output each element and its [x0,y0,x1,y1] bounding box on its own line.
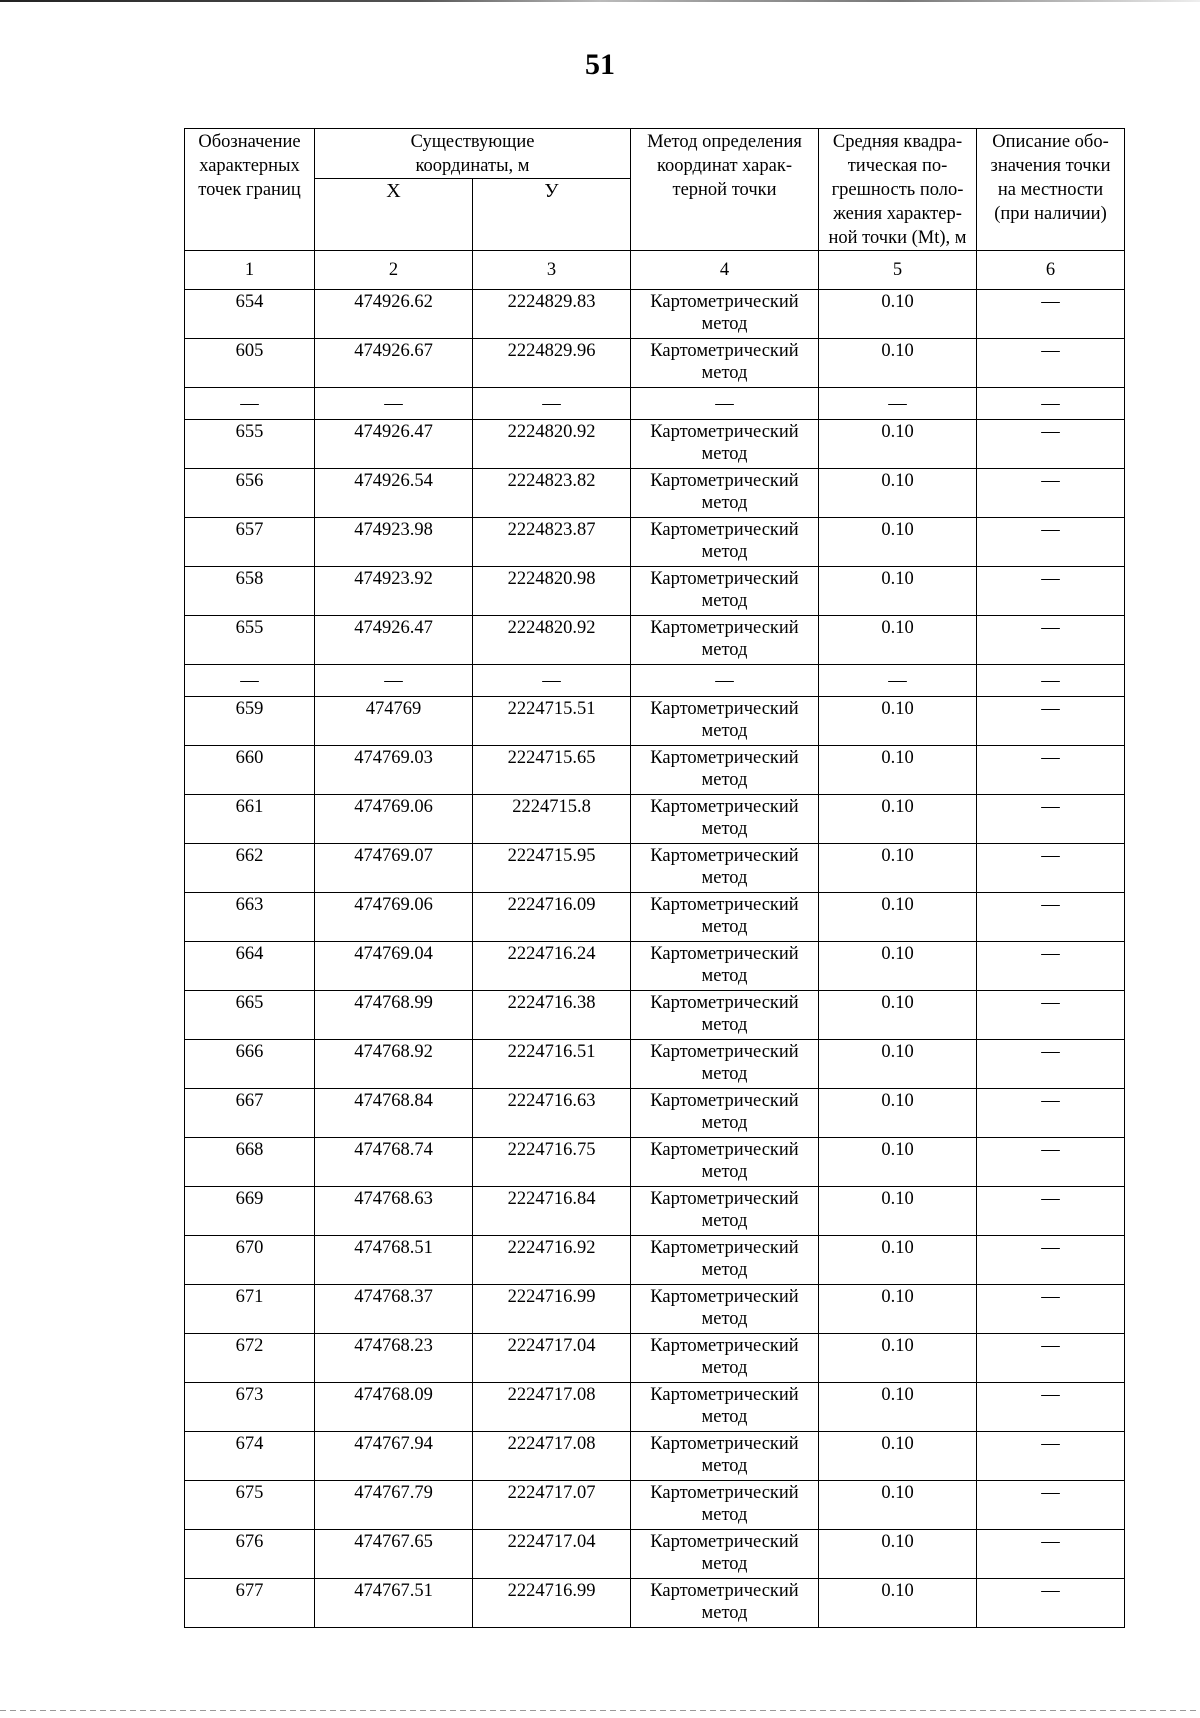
cell-mt: 0.10 [819,746,977,795]
table-header-row [185,129,1125,179]
header-method [631,129,819,251]
column-number: 4 [631,251,819,290]
cell-x: 474768.23 [315,1334,473,1383]
cell-mt: 0.10 [819,518,977,567]
cell-point: 673 [185,1383,315,1432]
table-row [185,1334,1125,1383]
cell-y: 2224716.84 [473,1187,631,1236]
cell-description: — [977,991,1125,1040]
table-row [185,1432,1125,1481]
cell-method: Картометрический метод [631,567,819,616]
cell-method: Картометрический метод [631,844,819,893]
cell-y: 2224715.8 [473,795,631,844]
cell-x: — [315,665,473,697]
cell-y: 2224716.63 [473,1089,631,1138]
cell-mt: 0.10 [819,420,977,469]
table-row [185,844,1125,893]
header-line: координаты, м [415,156,530,176]
cell-mt: 0.10 [819,697,977,746]
cell-mt: 0.10 [819,1040,977,1089]
cell-description: — [977,1383,1125,1432]
cell-mt: 0.10 [819,1334,977,1383]
cell-point: 665 [185,991,315,1040]
cell-description: — [977,1432,1125,1481]
cell-y: — [473,665,631,697]
cell-mt: 0.10 [819,942,977,991]
header-point-designation [185,129,315,251]
header-line: грешность поло- [831,180,964,200]
cell-point: 655 [185,616,315,665]
cell-y: 2224716.38 [473,991,631,1040]
header-line: Метод определения [647,132,802,152]
table-body [185,290,1125,1628]
header-x: X [315,179,473,251]
column-numbers-row [185,251,1125,290]
boundary-points-table [184,128,1125,1628]
header-line: (при наличии) [994,204,1107,224]
table-row [185,420,1125,469]
cell-y: 2224823.82 [473,469,631,518]
cell-y: 2224717.04 [473,1530,631,1579]
cell-description: — [977,388,1125,420]
cell-point: 655 [185,420,315,469]
cell-point: 660 [185,746,315,795]
cell-description: — [977,942,1125,991]
header-line: значения точки [990,156,1111,176]
cell-method: Картометрический метод [631,746,819,795]
cell-method: Картометрический метод [631,469,819,518]
cell-x: 474769.03 [315,746,473,795]
cell-method: Картометрический метод [631,1579,819,1628]
cell-description: — [977,1040,1125,1089]
table-row [185,567,1125,616]
cell-x: 474926.47 [315,420,473,469]
cell-y: 2224716.75 [473,1138,631,1187]
cell-point: 670 [185,1236,315,1285]
header-line: Существующие [410,132,535,152]
cell-y: 2224820.98 [473,567,631,616]
cell-method: Картометрический метод [631,290,819,339]
cell-description: — [977,1138,1125,1187]
header-line: Обозначение [198,132,301,152]
cell-method: Картометрический метод [631,1285,819,1334]
cell-x: 474767.51 [315,1579,473,1628]
cell-x: 474926.47 [315,616,473,665]
cell-mt: 0.10 [819,1138,977,1187]
column-number: 5 [819,251,977,290]
cell-mt: 0.10 [819,1285,977,1334]
table-row [185,518,1125,567]
cell-mt: 0.10 [819,893,977,942]
header-existing-coordinates [315,129,631,179]
cell-point: 662 [185,844,315,893]
header-line: жения характер- [833,204,962,224]
cell-mt: 0.10 [819,1432,977,1481]
cell-x: 474769.06 [315,893,473,942]
table-row [185,991,1125,1040]
cell-method: Картометрический метод [631,616,819,665]
cell-mt: 0.10 [819,469,977,518]
cell-method: Картометрический метод [631,893,819,942]
cell-mt: 0.10 [819,1236,977,1285]
cell-point: 672 [185,1334,315,1383]
cell-y: — [473,388,631,420]
table-row [185,1236,1125,1285]
cell-method: Картометрический метод [631,1481,819,1530]
cell-description: — [977,1530,1125,1579]
cell-point: 674 [185,1432,315,1481]
cell-point: 671 [185,1285,315,1334]
column-number: 1 [185,251,315,290]
cell-description: — [977,1236,1125,1285]
cell-point: 664 [185,942,315,991]
cell-point: — [185,665,315,697]
cell-point: 676 [185,1530,315,1579]
cell-y: 2224716.24 [473,942,631,991]
cell-method: — [631,388,819,420]
cell-method: Картометрический метод [631,1089,819,1138]
table-row [185,1138,1125,1187]
page-number: 51 [585,48,615,81]
cell-description: — [977,844,1125,893]
cell-x: 474768.51 [315,1236,473,1285]
table-row [185,1040,1125,1089]
cell-y: 2224716.51 [473,1040,631,1089]
cell-description: — [977,1187,1125,1236]
header-mean-square-error [819,129,977,251]
cell-y: 2224829.83 [473,290,631,339]
cell-method: Картометрический метод [631,1334,819,1383]
cell-mt: 0.10 [819,795,977,844]
scan-edge-bottom [0,1710,1200,1711]
cell-point: 667 [185,1089,315,1138]
cell-mt: 0.10 [819,616,977,665]
cell-x: 474768.92 [315,1040,473,1089]
cell-y: 2224823.87 [473,518,631,567]
cell-y: 2224716.99 [473,1579,631,1628]
cell-description: — [977,795,1125,844]
table-row [185,697,1125,746]
cell-x: 474769.04 [315,942,473,991]
cell-point: 659 [185,697,315,746]
cell-description: — [977,616,1125,665]
cell-x: 474767.79 [315,1481,473,1530]
cell-y: 2224716.92 [473,1236,631,1285]
cell-x: 474768.37 [315,1285,473,1334]
cell-x: 474768.99 [315,991,473,1040]
table-row [185,795,1125,844]
cell-y: 2224715.65 [473,746,631,795]
cell-x: 474768.09 [315,1383,473,1432]
cell-mt: — [819,388,977,420]
cell-x: 474768.84 [315,1089,473,1138]
cell-x: 474769 [315,697,473,746]
header-point-description [977,129,1125,251]
separator-row [185,388,1125,420]
cell-method: — [631,665,819,697]
cell-y: 2224829.96 [473,339,631,388]
cell-y: 2224820.92 [473,420,631,469]
header-line: точек границ [198,180,301,200]
cell-x: 474926.54 [315,469,473,518]
cell-method: Картометрический метод [631,942,819,991]
header-line: тическая по- [847,156,948,176]
cell-description: — [977,1334,1125,1383]
cell-description: — [977,469,1125,518]
cell-description: — [977,1285,1125,1334]
cell-description: — [977,518,1125,567]
cell-x: 474926.62 [315,290,473,339]
cell-y: 2224820.92 [473,616,631,665]
cell-description: — [977,665,1125,697]
cell-method: Картометрический метод [631,697,819,746]
table-row [185,1383,1125,1432]
cell-mt: 0.10 [819,339,977,388]
cell-y: 2224715.51 [473,697,631,746]
table-row [185,1530,1125,1579]
cell-point: 656 [185,469,315,518]
table-row [185,1187,1125,1236]
cell-mt: — [819,665,977,697]
header-line: на местности [997,180,1104,200]
cell-method: Картометрический метод [631,518,819,567]
cell-x: 474767.94 [315,1432,473,1481]
cell-point: 675 [185,1481,315,1530]
column-number: 2 [315,251,473,290]
cell-x: 474926.67 [315,339,473,388]
cell-x: 474923.98 [315,518,473,567]
cell-x: — [315,388,473,420]
cell-point: 666 [185,1040,315,1089]
cell-point: 654 [185,290,315,339]
separator-row [185,665,1125,697]
table-row [185,616,1125,665]
cell-description: — [977,567,1125,616]
cell-x: 474769.07 [315,844,473,893]
cell-description: — [977,1089,1125,1138]
cell-description: — [977,697,1125,746]
cell-mt: 0.10 [819,844,977,893]
cell-method: Картометрический метод [631,1236,819,1285]
cell-x: 474923.92 [315,567,473,616]
cell-mt: 0.10 [819,1187,977,1236]
table-row [185,1579,1125,1628]
table-row [185,469,1125,518]
cell-description: — [977,1579,1125,1628]
table-row [185,746,1125,795]
cell-method: Картометрический метод [631,339,819,388]
cell-description: — [977,420,1125,469]
cell-x: 474768.63 [315,1187,473,1236]
header-line: терной точки [672,180,777,200]
cell-method: Картометрический метод [631,795,819,844]
cell-description: — [977,290,1125,339]
scan-edge-top [0,0,1200,2]
table-row [185,290,1125,339]
cell-mt: 0.10 [819,1383,977,1432]
header-y: У [473,179,631,251]
cell-description: — [977,339,1125,388]
cell-point: 677 [185,1579,315,1628]
cell-mt: 0.10 [819,991,977,1040]
header-line: Описание обо- [992,132,1109,152]
cell-description: — [977,893,1125,942]
header-line: характерных [199,156,300,176]
cell-mt: 0.10 [819,567,977,616]
cell-mt: 0.10 [819,1579,977,1628]
cell-point: 669 [185,1187,315,1236]
cell-method: Картометрический метод [631,1530,819,1579]
cell-y: 2224716.99 [473,1285,631,1334]
cell-description: — [977,1481,1125,1530]
cell-point: 657 [185,518,315,567]
cell-mt: 0.10 [819,1089,977,1138]
cell-point: 663 [185,893,315,942]
column-number: 6 [977,251,1125,290]
cell-x: 474768.74 [315,1138,473,1187]
cell-mt: 0.10 [819,1481,977,1530]
cell-description: — [977,746,1125,795]
table-row [185,942,1125,991]
cell-y: 2224716.09 [473,893,631,942]
table-row [185,893,1125,942]
table-row [185,1089,1125,1138]
cell-point: — [185,388,315,420]
cell-point: 658 [185,567,315,616]
cell-point: 668 [185,1138,315,1187]
cell-y: 2224717.08 [473,1383,631,1432]
header-line: координат харак- [656,156,793,176]
header-line: ной точки (Mt), м [828,228,967,248]
cell-method: Картометрический метод [631,991,819,1040]
header-line: Средняя квадра- [832,132,963,152]
cell-method: Картометрический метод [631,1040,819,1089]
cell-method: Картометрический метод [631,1383,819,1432]
cell-method: Картометрический метод [631,1432,819,1481]
table-row [185,1285,1125,1334]
cell-y: 2224715.95 [473,844,631,893]
cell-mt: 0.10 [819,1530,977,1579]
cell-point: 661 [185,795,315,844]
cell-method: Картометрический метод [631,420,819,469]
table-row [185,339,1125,388]
column-number: 3 [473,251,631,290]
cell-x: 474769.06 [315,795,473,844]
cell-x: 474767.65 [315,1530,473,1579]
cell-point: 605 [185,339,315,388]
cell-method: Картометрический метод [631,1138,819,1187]
cell-y: 2224717.08 [473,1432,631,1481]
cell-y: 2224717.07 [473,1481,631,1530]
table-row [185,1481,1125,1530]
cell-mt: 0.10 [819,290,977,339]
cell-y: 2224717.04 [473,1334,631,1383]
cell-method: Картометрический метод [631,1187,819,1236]
